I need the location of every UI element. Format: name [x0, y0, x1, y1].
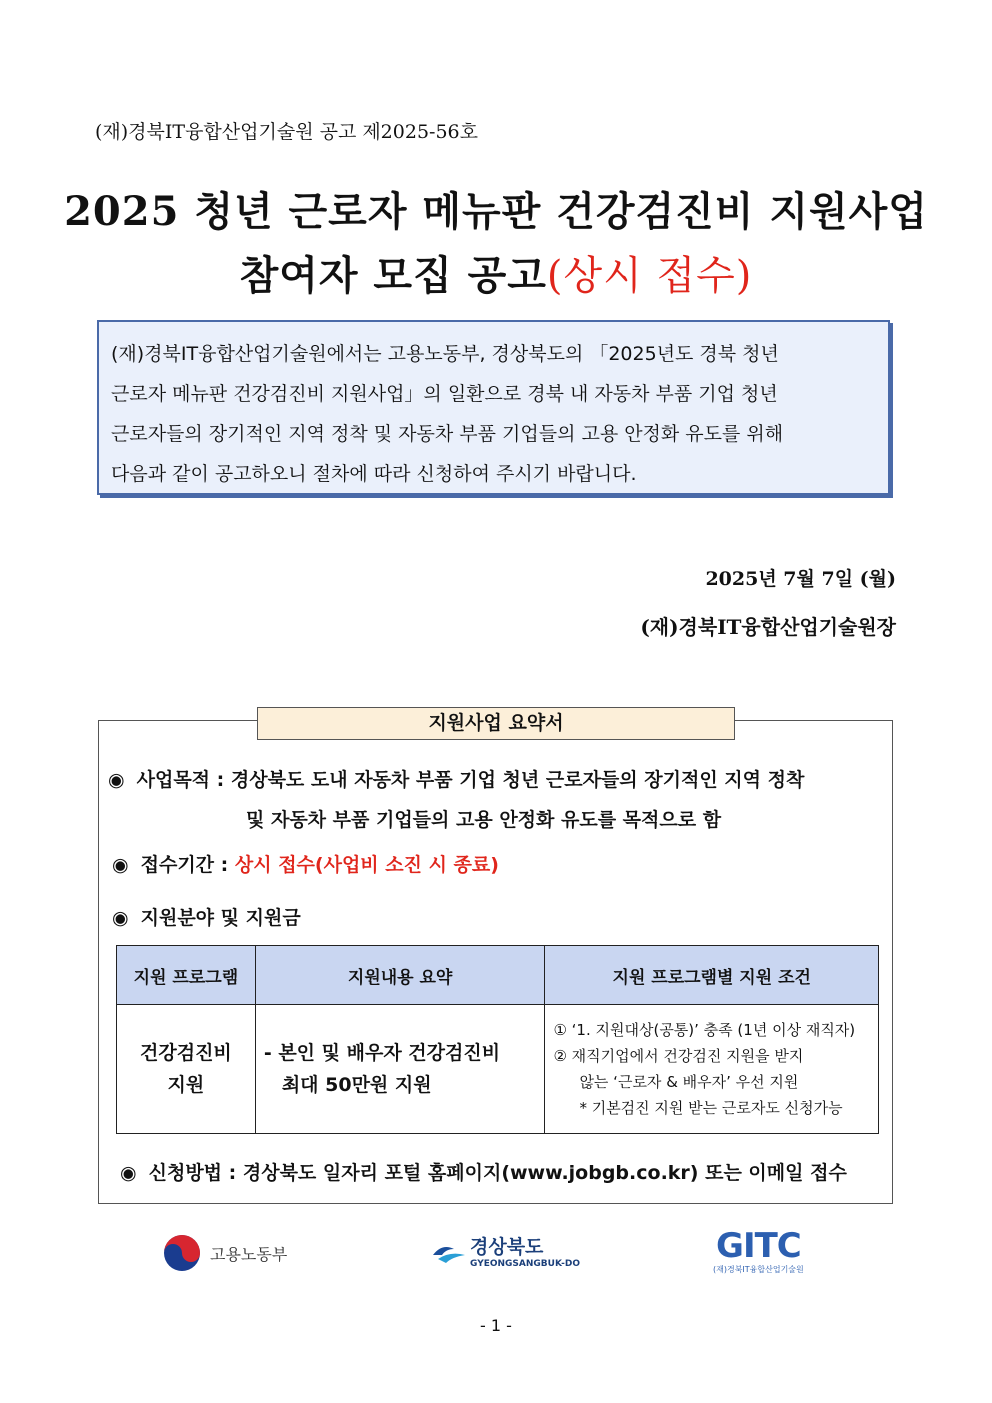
- intro-line: (재)경북IT융합산업기술원에서는 고용노동부, 경상북도의 「2025년도 경북 청년: [111, 343, 779, 365]
- method-label: 신청방법 :: [148, 1162, 243, 1184]
- intro-box: [97, 320, 890, 495]
- condition-line: ② 재직기업에서 건강검진 지원을 받지: [553, 1047, 804, 1065]
- intro-line: 다음과 같이 공고하오니 절차에 따라 신청하여 주시기 바랍니다.: [111, 463, 637, 485]
- method-item: [120, 1158, 847, 1185]
- issuer: (재)경북IT융합산업기술원장: [640, 615, 896, 639]
- gyeongbuk-logo: [432, 1231, 580, 1275]
- gitc-logo: [713, 1228, 804, 1280]
- purpose-text-cont: 및 자동차 부품 기업들의 고용 안정화 유도를 목적으로 함: [246, 809, 722, 831]
- header-program: 지원 프로그램: [117, 946, 256, 1005]
- method-value: 경상북도 일자리 포털 홈페이지(www.jobgb.co.kr) 또는 이메일 접수: [242, 1162, 847, 1184]
- field-item: [112, 903, 301, 930]
- period-item: [112, 850, 499, 877]
- title-line2: [0, 244, 992, 301]
- summary-title: 지원사업 요약서: [257, 707, 735, 740]
- condition-line: 않는 ‘근로자 & 배우자’ 우선 지원: [579, 1073, 799, 1091]
- bullet-icon: ◉: [112, 854, 129, 876]
- program-line: 건강검진비: [140, 1042, 232, 1064]
- support-table: [116, 945, 879, 1134]
- purpose-item: [108, 765, 804, 792]
- bullet-icon: ◉: [112, 907, 129, 929]
- purpose-label: 사업목적 :: [136, 769, 231, 791]
- title-main: 참여자 모집 공고: [239, 252, 547, 299]
- purpose-text: 경상북도 도내 자동차 부품 기업 청년 근로자들의 장기적인 지역 정착: [230, 769, 805, 791]
- bullet-icon: ◉: [108, 769, 125, 791]
- title-highlight: (상시 접수): [546, 253, 753, 299]
- gyeongbuk-mark-icon: [432, 1241, 466, 1265]
- table-row: [117, 1005, 879, 1134]
- condition-line: * 기본검진 지원 받는 근로자도 신청가능: [579, 1099, 843, 1117]
- moel-logo: [162, 1233, 287, 1273]
- gitc-mark: GITC: [716, 1226, 801, 1266]
- gyeongbuk-en: GYEONGSANGBUK-DO: [470, 1259, 581, 1269]
- page-number: - 1 -: [480, 1316, 512, 1335]
- summary-line: - 본인 및 배우자 건강검진비: [263, 1042, 501, 1064]
- cell-program: [117, 1005, 256, 1134]
- bullet-icon: ◉: [120, 1162, 137, 1184]
- period-value: 상시 접수(사업비 소진 시 종료): [234, 854, 499, 876]
- period-label: 접수기간 :: [140, 854, 235, 876]
- header-conditions: 지원 프로그램별 지원 조건: [545, 946, 879, 1005]
- gitc-sub: (재)경북IT융합산업기술원: [713, 1265, 804, 1274]
- condition-line: ① ‘1. 지원대상(공통)’ 충족 (1년 이상 재직자): [553, 1021, 856, 1039]
- gyeongbuk-name: 경상북도: [470, 1236, 544, 1258]
- table-header-row: [117, 946, 879, 1005]
- intro-line: 근로자들의 장기적인 지역 정착 및 자동차 부품 기업들의 고용 안정화 유도를 위해: [111, 423, 784, 445]
- moel-name: 고용노동부: [210, 1244, 288, 1264]
- summary-line: 최대 50만원 지원: [281, 1074, 432, 1096]
- taegeuk-icon: [162, 1233, 202, 1273]
- intro-line: 근로자 메뉴판 건강검진비 지원사업」의 일환으로 경북 내 자동차 부품 기업 청년: [111, 383, 778, 405]
- notice-number: (재)경북IT융합산업기술원 공고 제2025-56호: [95, 121, 478, 143]
- cell-conditions: [545, 1005, 879, 1134]
- header-summary: 지원내용 요약: [255, 946, 545, 1005]
- cell-summary: [255, 1005, 545, 1134]
- program-line: 지원: [167, 1074, 205, 1096]
- title-line1: 2025 청년 근로자 메뉴판 건강검진비 지원사업: [64, 188, 928, 235]
- notice-date: 2025년 7월 7일 (월): [705, 568, 896, 590]
- field-label: 지원분야 및 지원금: [140, 907, 301, 929]
